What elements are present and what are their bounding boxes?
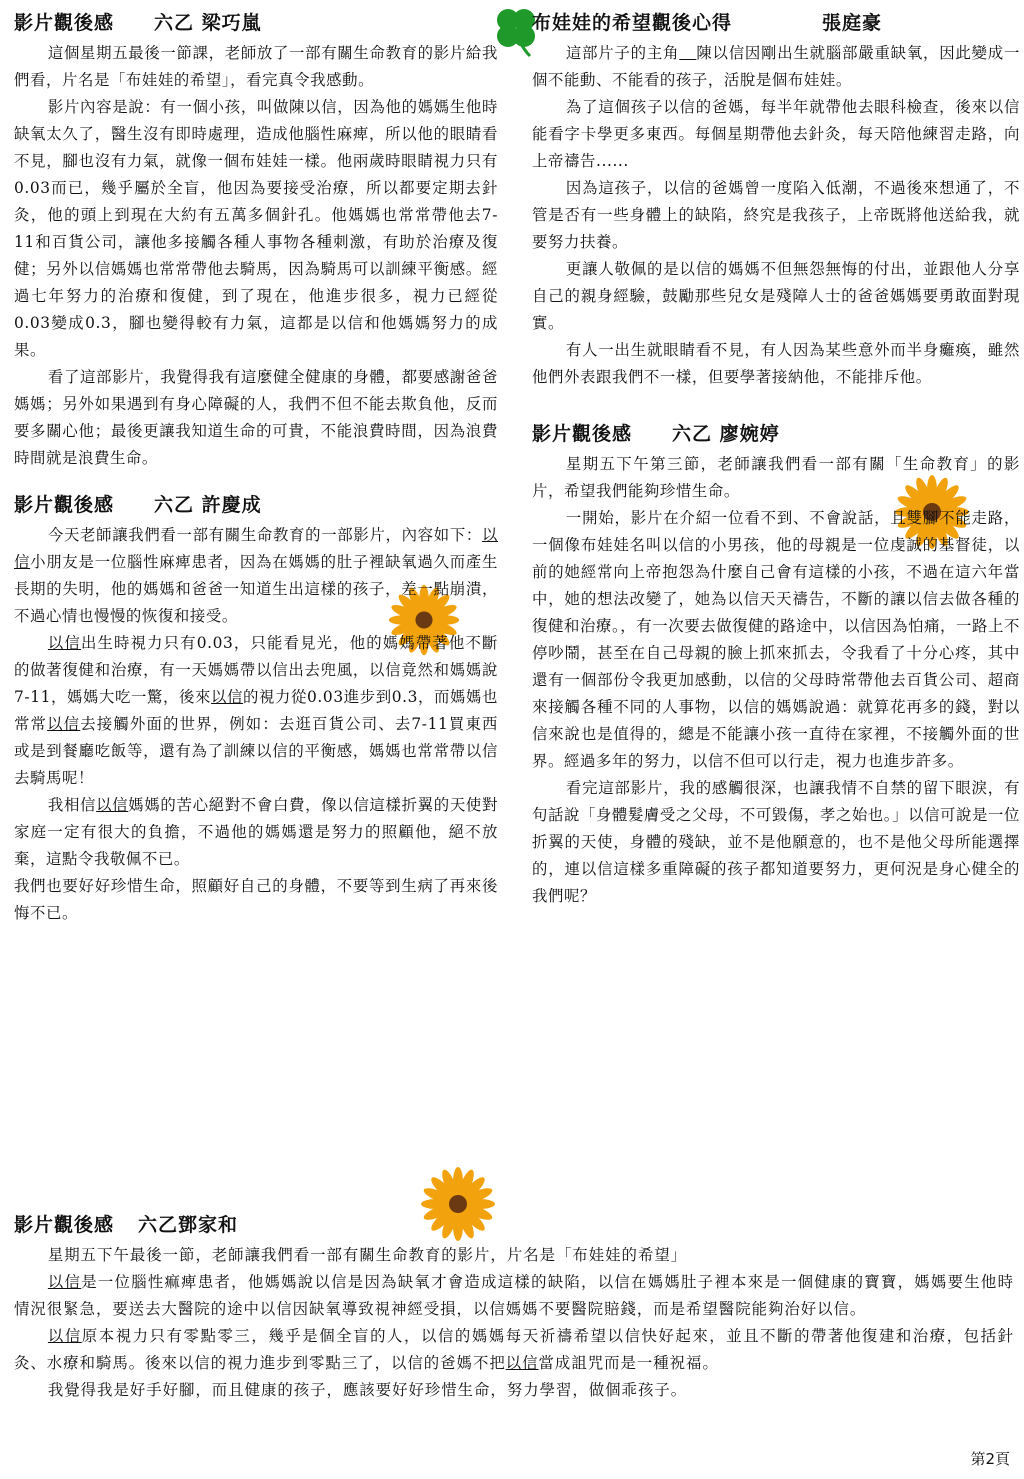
paragraph: 影片內容是說：有一個小孩，叫做陳以信，因為他的媽媽生他時缺氧太久了，醫生沒有即時處理，造成他腦性麻痺，所以他的眼睛看不見，腳也沒有力氣，就像一個布娃娃一樣。他兩歲時眼睛視力只有0.03而已，幾乎屬於全盲，他因為要接受治療，所以都要定期去針灸，他的頭上到現在大約有五萬多個針孔。他媽媽也常常帶他去7-11和百貨公司，讓他多接觸各種人事物各種刺激，有助於治療及復健；另外以信媽媽也常常帶他去騎馬，因為騎馬可以訓練平衡感。經過七年努力的治療和復健，到了現在，他進步很多，視力已經從0.03變成0.3，腳也變得較有力氣，這都是以信和他媽媽努力的成果。 xyxy=(14,98,498,359)
page-number: 第2頁 xyxy=(970,1450,1010,1468)
section-title: 影片觀後感 xyxy=(14,494,115,516)
underlined-name: 以信 xyxy=(505,1354,539,1372)
section-heading xyxy=(14,1208,1014,1242)
bottom-section xyxy=(14,1208,1014,1404)
paragraph: 看完這部影片，我的感觸很深，也讓我情不自禁的留下眼淚，有句話說「身體髮膚受之父母，不可毀傷，孝之始也。」以信可說是一位折翼的天使，身體的殘缺，並不是他願意的，也不是他父母所能選擇的，連以信這樣多重障礙的孩子都知道要努力，更何況是身心健全的我們呢？ xyxy=(532,779,1021,905)
paragraph: 這個星期五最後一節課，老師放了一部有關生命教育的影片給我們看，片名是「布娃娃的希望」，看完真令我感動。 xyxy=(14,44,498,89)
section-author: 六乙鄧家和 xyxy=(138,1214,239,1236)
paragraph: 我們也要好好珍惜生命，照顧好自己的身體，不要等到生病了再來後悔不已。 xyxy=(14,877,498,922)
underline-blank xyxy=(679,44,696,62)
paragraph: 以信原本視力只有零點零三，幾乎是個全盲的人，以信的媽媽每天祈禱希望以信快好起來，並且不斷的帶著他復建和治療，包括針灸、水療和騎馬。後來以信的視力進步到零點三了，以信的爸媽不把以信當成詛咒而是一種祝福。 xyxy=(14,1327,1014,1372)
paragraph: 因為這孩子，以信的爸媽曾一度陷入低潮，不過後來想通了，不管是否有一些身體上的缺陷，終究是我孩子，上帝既將他送給我，就要努力扶養。 xyxy=(532,179,1020,251)
paragraph: 以信是一位腦性痲痺患者，他媽媽說以信是因為缺氧才會造成這樣的缺陷，以信在媽媽肚子裡本來是一個健康的寶寶，媽媽要生他時情況很緊急，要送去大醫院的途中以信因缺氧導致視神經受損，以信媽媽不要醫院賠錢，而是希望醫院能夠治好以信。 xyxy=(14,1273,1014,1318)
underlined-name: 以信 xyxy=(211,688,244,706)
section-title: 影片觀後感 xyxy=(14,1214,115,1236)
section-heading xyxy=(14,6,498,40)
section-heading xyxy=(532,417,1020,451)
section-heading xyxy=(532,6,1020,40)
paragraph: 更讓人敬佩的是以信的媽媽不但無怨無悔的付出，並跟他人分享自己的親身經驗，鼓勵那些兒女是殘障人士的爸爸媽媽要勇敢面對現實。 xyxy=(532,260,1020,332)
paragraph: 以信出生時視力只有0.03，只能看見光，他的媽媽帶著他不斷的做著復健和治療，有一天媽媽帶以信出去兜風，以信竟然和媽媽說7-11，媽媽大吃一驚，後來以信的視力從0.03進步到0.3，而媽媽也常常以信去接觸外面的世界，例如：去逛百貨公司、去7-11買東西或是到餐廳吃飯等，還有為了訓練以信的平衡感，媽媽也常常帶以信去騎馬呢！ xyxy=(14,634,499,787)
paragraph: 一開始，影片在介紹一位看不到、不會說話，且雙腳不能走路，一個像布娃娃名叫以信的小男孩，他的母親是一位虔誠的基督徒，以前的她經常向上帝抱怨為什麼自己會有這樣的小孩，不過在這六年當中，她的想法改變了，她為以信天天禱告，不斷的讓以信去做各種的復健和治療。，有一次要去做復健的路途中，以信因為怕痛，一路上不停吵鬧，甚至在自己母親的臉上抓來抓去，令我看了十分心疼，其中還有一個部份令我更加感動，以信的父母時常帶他去百貨公司、超商來接觸各種不同的人事物，以信的媽媽說過：就算花再多的錢，對以信來說也是值得的，總是不能讓小孩一直待在家裡，不接觸外面的世界。經過多年的努力，以信不但可以行走，視力也進步許多。 xyxy=(532,509,1021,770)
right-column xyxy=(532,6,1020,910)
underlined-name: 以信 xyxy=(14,526,498,571)
left-column xyxy=(14,6,498,927)
paragraph: 我相信以信媽媽的苦心絕對不會白費，像以信這樣折翼的天使對家庭一定有很大的負擔，不過他的媽媽還是努力的照顧他，絕不放棄，這點令我敬佩不已。 xyxy=(14,796,498,868)
underlined-name: 以信 xyxy=(47,1273,82,1291)
underlined-name: 以信 xyxy=(47,715,81,733)
paragraph: 為了這個孩子以信的爸媽，每半年就帶他去眼科檢查，後來以信能看字卡學更多東西。每個星期帶他去針灸，每天陪他練習走路，向上帝禱告...... xyxy=(532,98,1020,170)
section-title: 布娃娃的希望觀後心得 xyxy=(532,12,733,34)
paragraph: 今天老師讓我們看一部有關生命教育的一部影片，內容如下：以信小朋友是一位腦性麻痺患者，因為在媽媽的肚子裡缺氧過久而產生長期的失明，他的媽媽和爸爸一知道生出這樣的孩子，差一點崩潰，不過心情也慢慢的恢復和接受。 xyxy=(14,526,498,625)
paragraph: 這部片子的主角 陳以信因剛出生就腦部嚴重缺氧，因此變成一個不能動、不能看的孩子，活脫是個布娃娃。 xyxy=(532,44,1020,89)
section-title: 影片觀後感 xyxy=(14,12,115,34)
underlined-name: 以信 xyxy=(47,1327,82,1345)
section-author: 六乙 梁巧嵐 xyxy=(154,12,262,34)
section-title: 影片觀後感 xyxy=(532,423,633,445)
paragraph: 星期五下午最後一節，老師讓我們看一部有關生命教育的影片，片名是「布娃娃的希望」 xyxy=(47,1246,688,1264)
paragraph: 看了這部影片，我覺得我有這麼健全健康的身體，都要感謝爸爸媽媽；另外如果遇到有身心障礙的人，我們不但不能去欺負他，反而要多關心他；最後更讓我知道生命的可貴，不能浪費時間，因為浪費時間就是浪費生命。 xyxy=(14,368,498,467)
underlined-name: 以信 xyxy=(47,634,81,652)
section-heading xyxy=(14,488,498,522)
section-author: 張庭豪 xyxy=(822,12,883,34)
paragraph: 有人一出生就眼睛看不見，有人因為某些意外而半身癱瘓，雖然他們外表跟我們不一樣，但要學著接納他，不能排斥他。 xyxy=(532,341,1020,386)
section-author: 六乙 廖婉婷 xyxy=(672,423,780,445)
section-author: 六乙 許慶成 xyxy=(154,494,262,516)
paragraph: 星期五下午第三節，老師讓我們看一部有關「生命教育」的影片，希望我們能夠珍惜生命。 xyxy=(532,455,1020,500)
underlined-name: 以信 xyxy=(96,796,129,814)
paragraph: 我覺得我是好手好腳，而且健康的孩子，應該要好好珍惜生命，努力學習，做個乖孩子。 xyxy=(47,1381,688,1399)
